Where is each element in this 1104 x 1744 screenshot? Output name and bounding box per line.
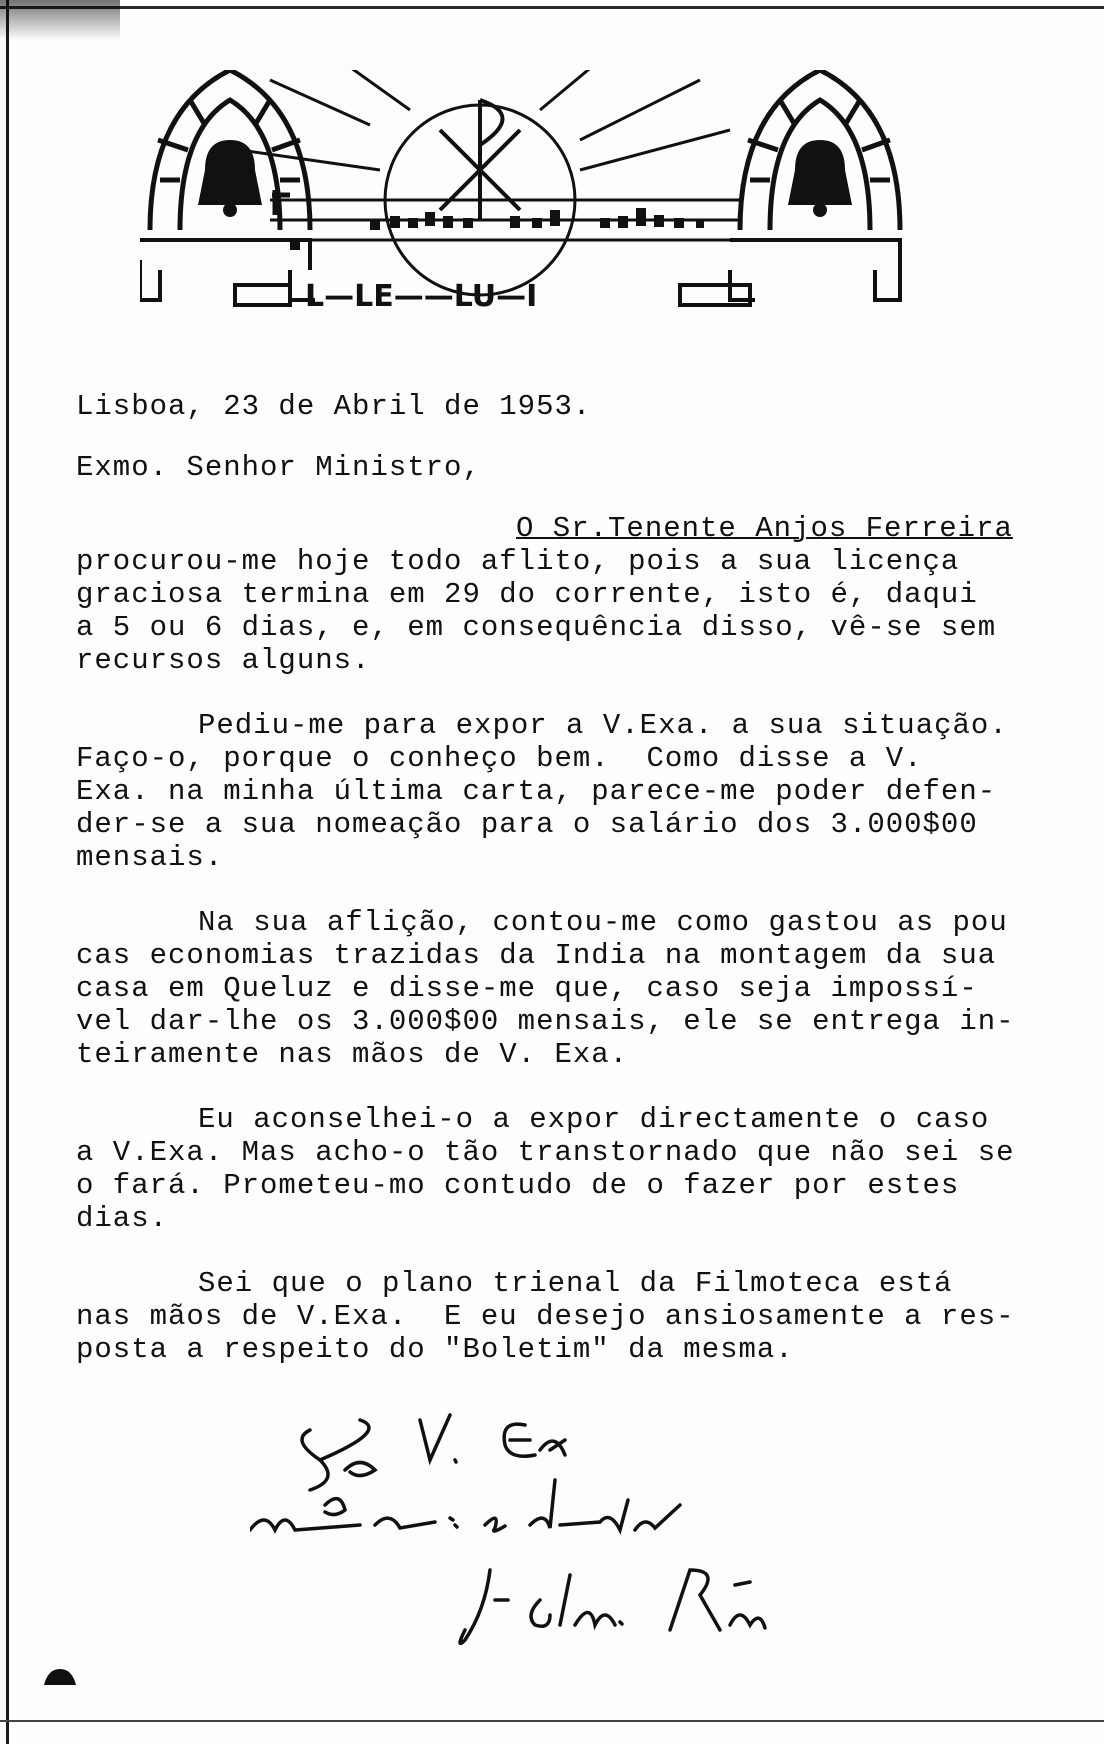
paragraph-2-line: Exa. na minha última carta, parece-me poder defen- <box>76 775 997 808</box>
paragraph-1-line: O Sr.Tenente Anjos Ferreira <box>516 512 1013 545</box>
paragraph-2-line: Faço-o, porque o conheço bem. Como disse a V. <box>76 742 923 775</box>
handwritten-signature <box>250 1400 1010 1660</box>
letterhead-text: L—LE——LU—I <box>305 279 538 314</box>
letterhead-logo <box>140 70 980 350</box>
page-border-bottom <box>0 1720 1104 1722</box>
paragraph-2-line: der-se a sua nomeação para o salário dos 3.000$00 <box>76 808 978 841</box>
paragraph-2-line: mensais. <box>76 841 224 874</box>
paragraph-5-line: Sei que o plano trienal da Filmoteca está <box>198 1267 953 1300</box>
paragraph-4-line: o fará. Prometeu-mo contudo de o fazer por estes <box>76 1169 960 1202</box>
bell-icon <box>40 1665 80 1689</box>
paragraph-3-line: casa em Queluz e disse-me que, caso seja impossí- <box>76 972 978 1005</box>
paragraph-3-line: cas economias trazidas da India na montagem da sua <box>76 939 997 972</box>
salutation: Exmo. Senhor Ministro, <box>76 451 481 484</box>
paragraph-4-line: dias. <box>76 1202 169 1235</box>
paragraph-3-line: Na sua aflição, contou-me como gastou as pou <box>198 906 1008 939</box>
paragraph-1-line: graciosa termina em 29 do corrente, isto é, daqui <box>76 578 978 611</box>
paragraph-1-line: procurou-me hoje todo aflito, pois a sua licença <box>76 545 960 578</box>
paragraph-3-line: teiramente nas mãos de V. Exa. <box>76 1038 629 1071</box>
paragraph-4-line: Eu aconselhei-o a expor directamente o caso <box>198 1103 990 1136</box>
paragraph-2-line: Pediu-me para expor a V.Exa. a sua situação. <box>198 709 1008 742</box>
scan-smudge <box>0 0 120 40</box>
paragraph-5-line: nas mãos de V.Exa. E eu desejo ansiosamente a res- <box>76 1300 1015 1333</box>
page-border-top <box>0 6 1104 9</box>
paragraph-4-line: a V.Exa. Mas acho-o tão transtornado que não sei se <box>76 1136 1015 1169</box>
paragraph-1-line: recursos alguns. <box>76 644 371 677</box>
letter-body <box>76 390 1076 1366</box>
place-date: Lisboa, 23 de Abril de 1953. <box>76 390 592 423</box>
paragraph-1-line: a 5 ou 6 dias, e, em consequência disso, vê-se sem <box>76 611 997 644</box>
paragraph-3-line: vel dar-lhe os 3.000$00 mensais, ele se entrega in- <box>76 1005 1015 1038</box>
page-border-left <box>6 0 9 1744</box>
paragraph-5-line: posta a respeito do "Boletim" da mesma. <box>76 1333 794 1366</box>
